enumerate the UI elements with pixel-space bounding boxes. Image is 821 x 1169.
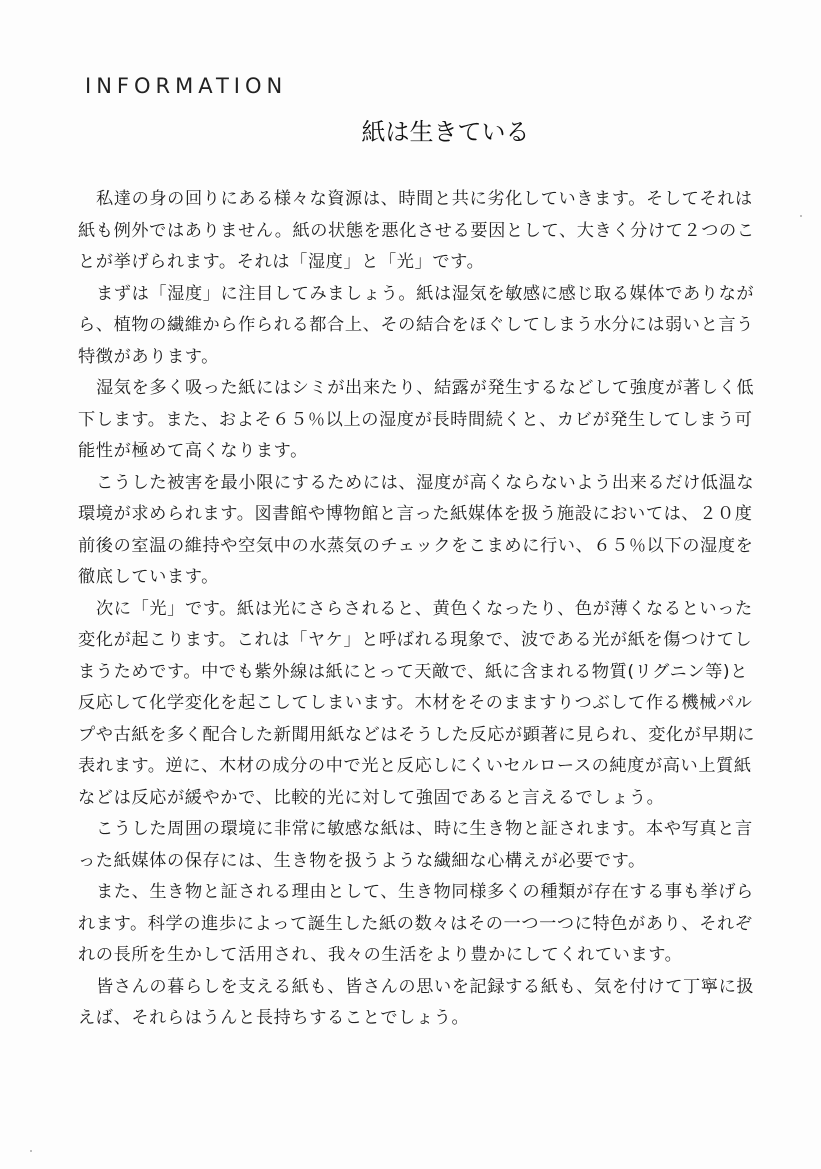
paragraph [78,972,755,1035]
paragraph [78,184,755,279]
paragraph-line: 皆さんの暮らしを支える紙も、皆さんの思いを記録する紙も、気を付けて丁寧に扱 [96,976,755,997]
paragraph [78,594,755,815]
paragraph-line: 変化が起こります。これは「ヤケ」と呼ばれる現象で、波である光が紙を傷つけてし [78,630,753,650]
paragraph-line: 前後の室温の維持や空気中の水蒸気のチェックをこまめに行い、６５％以下の湿度を [78,535,754,556]
paragraph-line: こうした被害を最小限にするためには、湿度が高くならないよう出来るだけ低温な [96,472,755,493]
paragraph-line: えば、それらはうんと長持ちすることでしょう。 [78,1008,470,1028]
paragraph-line: こうした周囲の環境に非常に敏感な紙は、時に生き物と証されます。本や写真と言 [96,819,753,839]
paragraph [78,468,755,594]
paragraph-line: 下します。また、およそ６５％以上の湿度が長時間続くと、カビが発生してしまう可 [78,409,753,430]
paragraph [78,279,755,374]
article-body [78,184,755,1035]
paragraph-line: れの長所を生かして活用され、我々の生活をより豊かにしてくれています。 [78,945,683,965]
paragraph-line: 反応して化学変化を起こしてしまいます。木材をそのまますりつぶして作る機械パル [78,693,753,713]
section-label: INFORMATION [85,74,288,98]
paragraph [78,814,753,877]
paragraph [78,877,754,972]
paragraph-line: 私達の身の回りにある様々な資源は、時間と共に劣化していきます。そしてそれは [96,189,753,209]
paragraph-line: 能性が極めて高くなります。 [78,441,308,461]
paragraph-line: 表れます。逆に、木材の成分の中で光と反応しにくいセルロースの純度が高い上質紙 [78,756,752,776]
paragraph-line: などは反応が緩やかで、比較的光に対して強固であると言えるでしょう。 [78,787,665,808]
paragraph-line: 徹底しています。 [78,567,219,587]
paragraph [78,373,755,468]
paragraph-line: 特徴があります。 [78,346,219,367]
page-title-text: 紙は生きている [361,118,530,146]
paragraph-line: ら、植物の繊維から作られる都合上、その結合をほぐしてしまう水分には弱いと言う [78,315,754,335]
paragraph-line: れます。科学の進歩によって誕生した紙の数々はその一つ一つに特色があり、それぞ [78,913,753,934]
paragraph-line: 紙も例外ではありません。紙の状態を悪化させる要因として、大きく分けて２つのこ [78,220,755,241]
scan-speck [800,215,802,217]
paragraph-line: まうためです。中でも紫外線は紙にとって天敵で、紙に含まれる物質(リグニン等)と [78,661,748,682]
paragraph-line: 湿気を多く吸った紙にはシミが出来たり、結露が発生するなどして強度が著しく低 [96,378,755,398]
paragraph-line: プや古紙を多く配合した新聞用紙などはそうした反応が顕著に見られ、変化が早期に [78,724,755,745]
paragraph-line: った紙媒体の保存には、生き物を扱うような繊細な心構えが必要です。 [78,850,646,871]
paragraph-line: また、生き物と証される理由として、生き物同様多くの種類が存在する事も挙げら [96,882,754,902]
scan-speck [30,1150,32,1152]
paragraph-line: まずは「湿度」に注目してみましょう。紙は湿気を敏感に感じ取る媒体でありなが [96,283,755,304]
page-title [0,112,821,147]
paragraph-line: 環境が求められます。図書館や博物館と言った紙媒体を扱う施設においては、２０度 [78,504,753,524]
paragraph-line: とが挙げられます。それは「湿度」と「光」です。 [78,252,485,272]
paragraph-line: 次に「光」です。紙は光にさらされると、黄色くなったり、色が薄くなるといった [96,598,753,619]
